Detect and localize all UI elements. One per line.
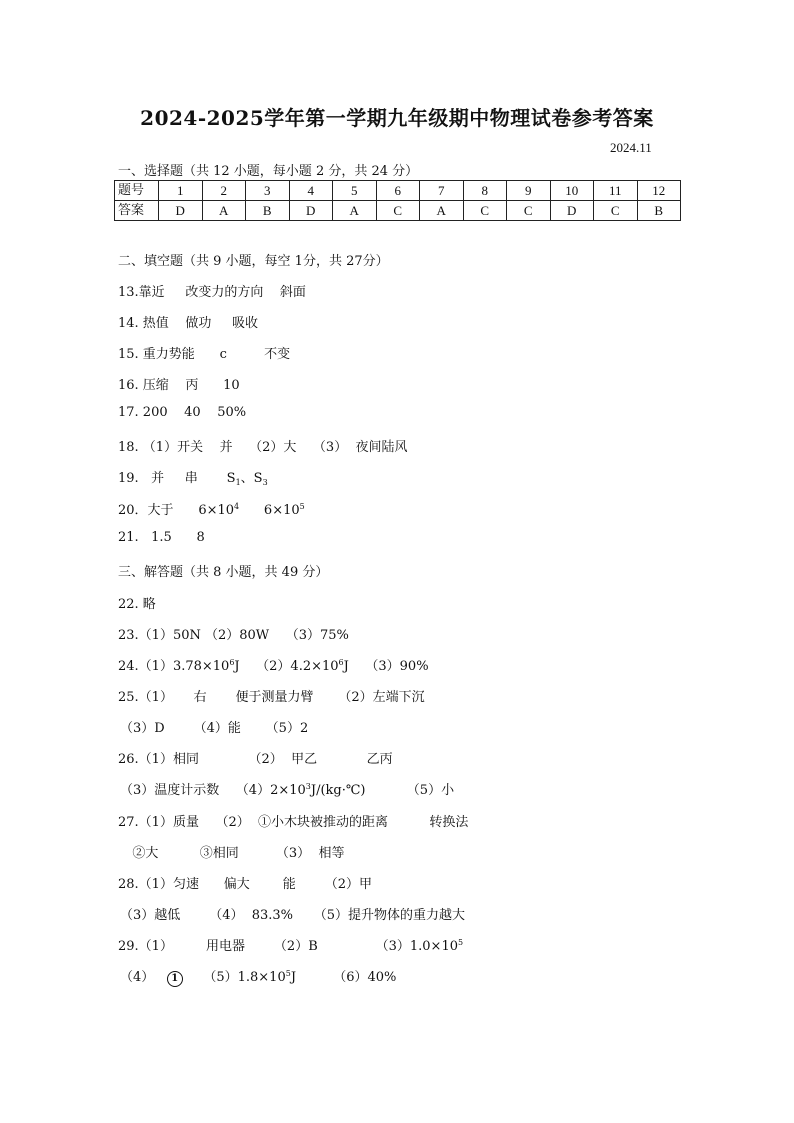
answer-13: 13.靠近 改变力的方向 斜面 [118, 285, 306, 300]
answer-cell: B [637, 201, 681, 221]
answer-15: 15. 重力势能 c 不变 [118, 347, 291, 362]
answer-24-c: J （3）90% [343, 659, 429, 674]
answer-row [115, 201, 681, 221]
answer-20 [118, 499, 305, 518]
exponent: 5 [285, 969, 291, 978]
exponent: 6 [229, 658, 235, 667]
section-2-heading: 二、填空题（共 9 小题，每空 1分，共 27分） [118, 254, 389, 269]
answer-29-b3: J （6）40% [290, 970, 397, 985]
question-number-cell: 7 [420, 181, 464, 201]
answer-25-line1: 25.（1） 右 便于测量力臂 （2）左端下沉 [118, 690, 425, 705]
question-number-cell: 9 [507, 181, 551, 201]
answer-cell: A [202, 201, 246, 221]
answer-cell: D [159, 201, 203, 221]
answer-25-line2: （3）D （4）能 （5）2 [120, 721, 309, 736]
exponent: 4 [234, 502, 240, 511]
answer-19-text: 19. 并 串 S [118, 471, 236, 486]
question-number-cell: 10 [550, 181, 594, 201]
section-3-heading: 三、解答题（共 8 小题，共 49 分） [118, 565, 329, 580]
row-label: 答案 [115, 201, 159, 221]
answer-14: 14. 热值 做功 吸收 [118, 316, 258, 331]
answer-17: 17. 200 40 50% [118, 405, 247, 420]
answer-26-b: J/(kg·℃) （5）小 [310, 783, 455, 798]
question-number-cell: 5 [333, 181, 377, 201]
question-number-cell: 4 [289, 181, 333, 201]
answer-table [114, 180, 681, 221]
answer-29-b1: （4） [120, 970, 167, 985]
answer-26-line1: 26.（1）相同 （2） 甲乙 乙丙 [118, 752, 393, 767]
answer-28-line2: （3）越低 （4） 83.3% （5）提升物体的重力越大 [120, 908, 465, 923]
answer-29-line2 [120, 966, 396, 987]
answer-27-line1: 27.（1）质量 （2） ①小木块被推动的距离 转换法 [118, 815, 469, 830]
answer-26-line2 [120, 779, 454, 798]
question-number-cell: 11 [594, 181, 638, 201]
answer-20-mid: 6×10 [239, 503, 300, 518]
answer-24-b: J （2）4.2×10 [234, 659, 339, 674]
answer-24 [118, 655, 429, 674]
answer-20-text: 20．大于 6×10 [118, 503, 235, 518]
question-number-cell: 6 [376, 181, 420, 201]
exponent: 6 [338, 658, 344, 667]
answer-19 [118, 467, 268, 487]
exam-date: 2024.11 [610, 140, 652, 155]
answer-18: 18. （1）开关 并 （2）大 （3） 夜间陆风 [118, 440, 408, 455]
answer-16: 16. 压缩 丙 10 [118, 378, 240, 393]
answer-29-line1 [118, 935, 463, 954]
exponent: 5 [458, 938, 464, 947]
subscript: 3 [262, 478, 268, 487]
row-label: 题号 [115, 181, 159, 201]
answer-cell: C [376, 201, 420, 221]
answer-cell: A [420, 201, 464, 221]
answer-22: 22. 略 [118, 597, 156, 612]
question-number-row [115, 181, 681, 201]
answer-cell: C [507, 201, 551, 221]
section-1-heading: 一、选择题（共 12 小题，每小题 2 分，共 24 分） [118, 164, 419, 179]
answer-29-a: 29.（1） 用电器 （2）B （3）1.0×10 [118, 939, 458, 954]
exponent: 3 [305, 782, 311, 791]
question-number-cell: 3 [246, 181, 290, 201]
answer-cell: C [594, 201, 638, 221]
subscript: 1 [235, 478, 241, 487]
circled-number: 1 [167, 971, 183, 987]
answer-27-line2: ②大 ③相同 （3） 相等 [120, 846, 345, 861]
answer-28-line1: 28.（1）匀速 偏大 能 （2）甲 [118, 877, 372, 892]
answer-cell: A [333, 201, 377, 221]
question-number-cell: 2 [202, 181, 246, 201]
exponent: 5 [299, 502, 305, 511]
page-title: 2024-2025学年第一学期九年级期中物理试卷参考答案 [140, 106, 654, 130]
answer-23: 23.（1）50N （2）80W （3）75% [118, 628, 349, 643]
question-number-cell: 12 [637, 181, 681, 201]
answer-21: 21. 1.5 8 [118, 530, 205, 545]
question-number-cell: 8 [463, 181, 507, 201]
answer-cell: D [550, 201, 594, 221]
answer-19-sep: 、S [240, 471, 263, 486]
answer-cell: B [246, 201, 290, 221]
answer-29-b2: （5）1.8×10 [182, 970, 286, 985]
answer-cell: C [463, 201, 507, 221]
question-number-cell: 1 [159, 181, 203, 201]
answer-24-a: 24.（1）3.78×10 [118, 659, 230, 674]
answer-cell: D [289, 201, 333, 221]
answer-26-a: （3）温度计示数 （4）2×10 [120, 783, 306, 798]
